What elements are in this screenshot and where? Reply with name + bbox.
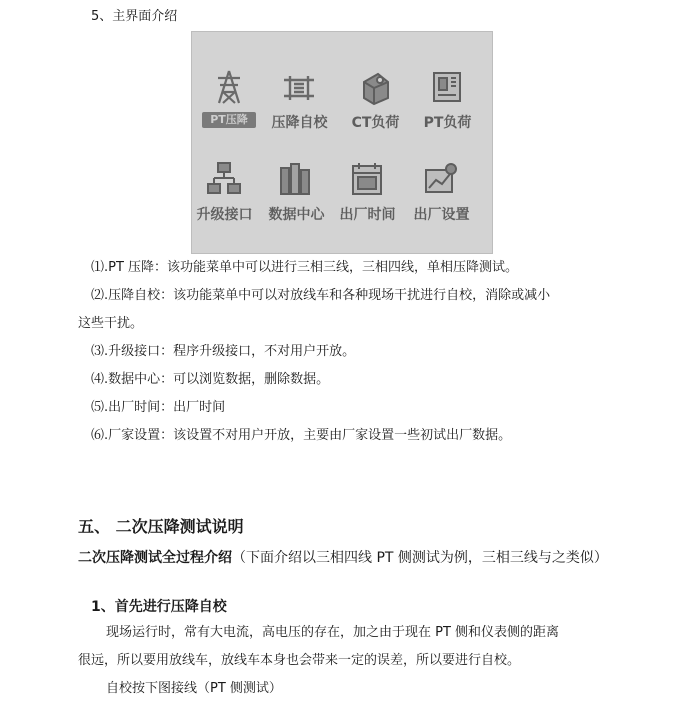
- item-1: ⑴.PT 压降：该功能菜单中可以进行三相三线，三相四线，单相压降测试。: [91, 260, 519, 275]
- menu-label: 出厂时间: [339, 207, 396, 223]
- paragraph-1-line-2: 很远，所以要用放线车，放线车本身也会带来一定的误差，所以要进行自校。: [78, 653, 521, 668]
- menu-label: CT负荷: [351, 115, 400, 131]
- calendar-icon: [348, 160, 386, 198]
- item-5: ⑸.出厂时间：出厂时间: [91, 400, 226, 415]
- menu-upgrade-interface: [187, 152, 262, 232]
- menu-label: 数据中心: [268, 207, 325, 223]
- subheading-bold: 二次压降测试全过程介绍: [78, 550, 232, 566]
- menu-pt-drop: [192, 60, 267, 140]
- main-screen-image: [191, 31, 493, 254]
- item-4: ⑷.数据中心：可以浏览数据，删除数据。: [91, 372, 330, 387]
- menu-ct-load: [338, 60, 413, 140]
- paragraph-2: 自校按下图接线（PT 侧测试）: [106, 681, 282, 696]
- menu-factory-settings: [404, 152, 479, 232]
- tower-icon: [210, 68, 248, 106]
- menu-factory-time: [330, 152, 405, 232]
- menu-data-center: [259, 152, 334, 232]
- cable-reel-icon: [280, 68, 318, 106]
- section-5-title: 5、主界面介绍: [91, 9, 178, 24]
- subheading-note: （下面介绍以三相四线 PT 侧测试为例，三相三线与之类似）: [232, 550, 608, 566]
- menu-label: 出厂设置: [413, 207, 470, 223]
- network-icon: [205, 160, 243, 198]
- menu-label: PT压降: [202, 112, 256, 128]
- settings-chart-icon: [422, 160, 460, 198]
- chapter-title: 五、 二次压降测试说明: [78, 517, 244, 536]
- clamp-meter-icon: [356, 68, 394, 106]
- paragraph-1-line-1: 现场运行时，常有大电流，高电压的存在，加之由于现在 PT 侧和仪表侧的距离: [106, 625, 560, 640]
- item-3: ⑶.升级接口：程序升级接口，不对用户开放。: [91, 344, 356, 359]
- step-1-title: 1、首先进行压降自校: [91, 599, 227, 615]
- menu-label: 升级接口: [196, 207, 253, 223]
- menu-label: 压降自校: [271, 115, 328, 131]
- item-2-continuation: 这些干扰。: [78, 316, 144, 331]
- item-2: ⑵.压降自校：该功能菜单中可以对放线车和各种现场干扰进行自校，消除或减小: [91, 288, 551, 303]
- menu-label: PT负荷: [423, 115, 472, 131]
- menu-pt-load: [410, 60, 485, 140]
- item-6: ⑹.厂家设置：该设置不对用户开放，主要由厂家设置一些初试出厂数据。: [91, 428, 512, 443]
- subheading: [78, 547, 608, 567]
- menu-drop-selfcal: [262, 60, 337, 140]
- files-icon: [277, 160, 315, 198]
- transformer-icon: [428, 68, 466, 106]
